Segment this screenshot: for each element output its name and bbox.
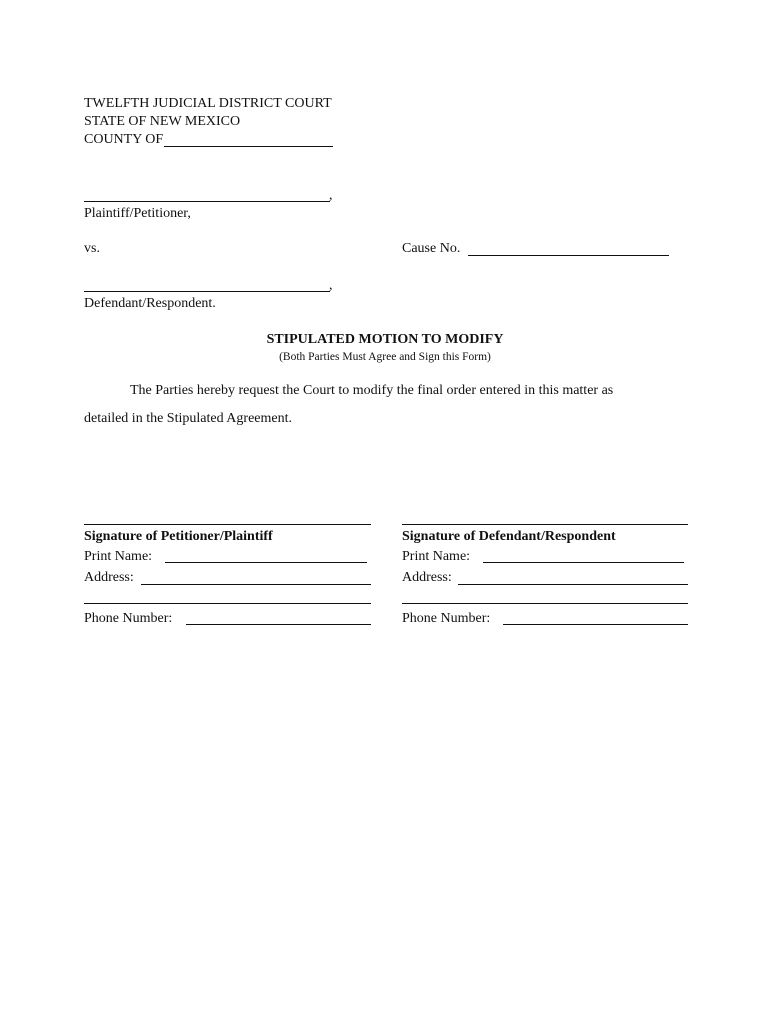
petitioner-signature-line[interactable] — [84, 524, 371, 525]
defendant-phone-label: Phone Number: — [402, 611, 491, 626]
defendant-label: Defendant/Respondent. — [84, 296, 216, 311]
petitioner-address-label: Address: — [84, 570, 134, 585]
county-blank-line[interactable] — [164, 146, 333, 147]
defendant-address-line-2[interactable] — [402, 603, 688, 604]
defendant-signature-heading: Signature of Defendant/Respondent — [402, 529, 616, 544]
vs-label: vs. — [84, 241, 100, 256]
motion-title: STIPULATED MOTION TO MODIFY — [266, 332, 504, 347]
petitioner-address-line-2[interactable] — [84, 603, 371, 604]
petitioner-phone-label: Phone Number: — [84, 611, 173, 626]
defendant-blank-line[interactable] — [84, 291, 330, 292]
plaintiff-comma: , — [329, 188, 333, 203]
court-state: STATE OF NEW MEXICO — [84, 114, 241, 129]
motion-subtitle: (Both Parties Must Agree and Sign this Form) — [279, 351, 491, 363]
defendant-signature-line[interactable] — [402, 524, 688, 525]
defendant-print-name-label: Print Name: — [402, 549, 471, 564]
plaintiff-label: Plaintiff/Petitioner, — [84, 206, 191, 221]
motion-body — [84, 377, 694, 433]
petitioner-address-line[interactable] — [141, 584, 371, 585]
defendant-address-label: Address: — [402, 570, 452, 585]
petitioner-print-name-line[interactable] — [165, 562, 367, 563]
motion-body-text-1: The Parties hereby request the Court to modify the final order entered in this matter as — [130, 383, 614, 398]
cause-number-blank-line[interactable] — [468, 255, 669, 256]
petitioner-signature-heading: Signature of Petitioner/Plaintiff — [84, 529, 273, 544]
defendant-comma: , — [329, 278, 333, 293]
motion-body-line-2: detailed in the Stipulated Agreement. — [84, 411, 292, 426]
plaintiff-blank-line[interactable] — [84, 201, 330, 202]
county-label: COUNTY OF — [84, 132, 164, 147]
petitioner-phone-line[interactable] — [186, 624, 371, 625]
defendant-print-name-line[interactable] — [483, 562, 684, 563]
motion-body-line-1 — [84, 377, 694, 405]
cause-number-label: Cause No. — [402, 241, 461, 256]
court-name: TWELFTH JUDICIAL DISTRICT COURT — [84, 96, 332, 111]
petitioner-print-name-label: Print Name: — [84, 549, 153, 564]
defendant-phone-line[interactable] — [503, 624, 688, 625]
defendant-address-line[interactable] — [458, 584, 688, 585]
